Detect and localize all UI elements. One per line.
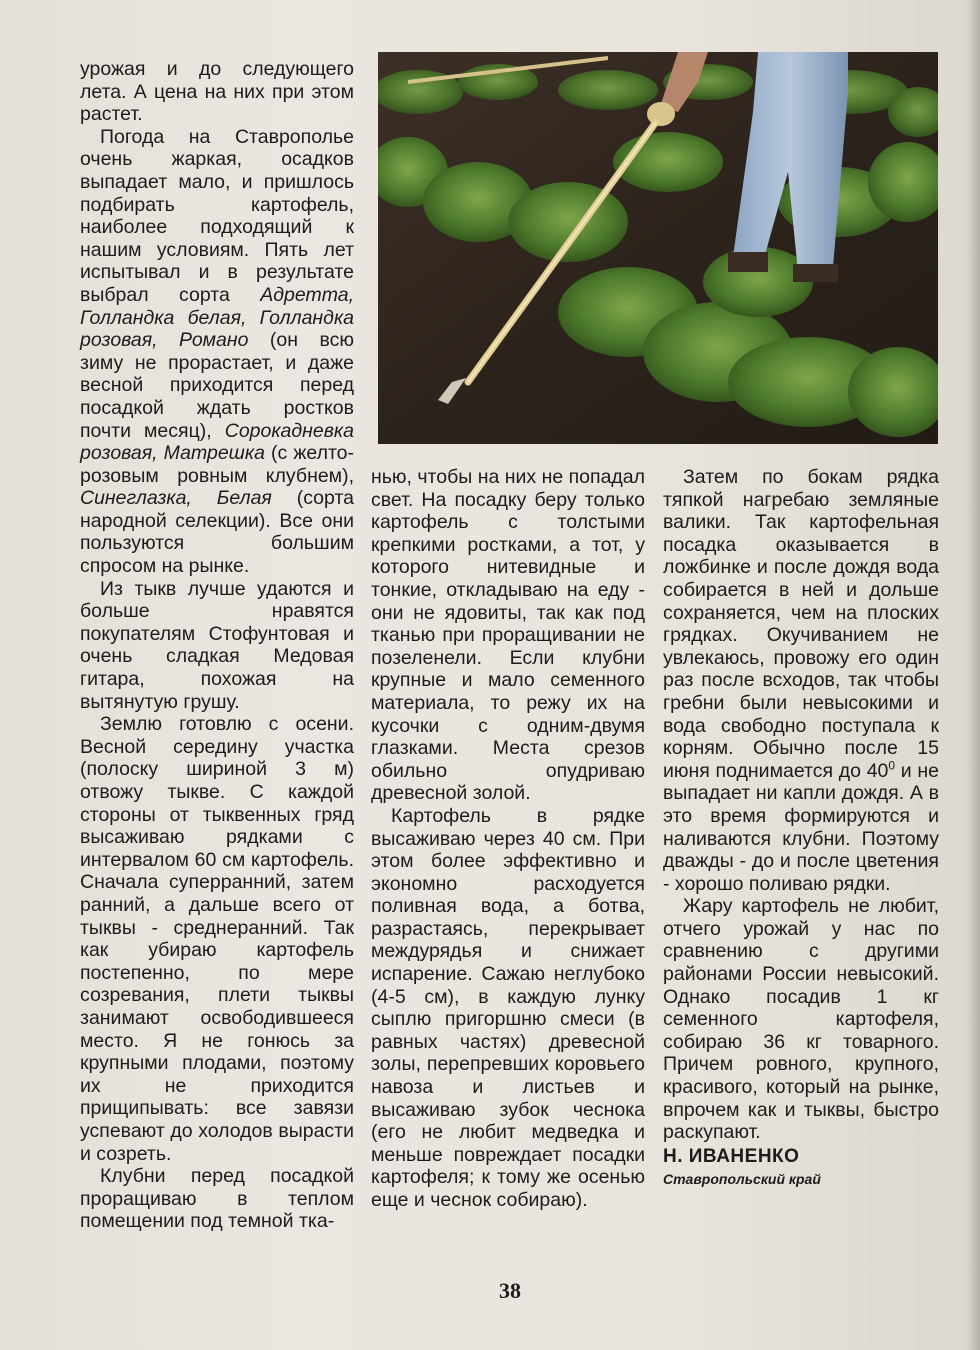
photo-illustration [378,52,938,444]
text-run: Затем по бокам рядка тяпкой нагребаю земляные валики. Так картофельная посадка оказывается в ложбинке и после дождя вода собирается в ней и дольше сохраняется, чем на плоских грядках. Окучиванием не увлекаюсь, провожу его один раз после всходов, так чтобы гребни были невысокими и вода свободно поступала к корням. Обычно после 15 июня поднимается до 40 [663,466,939,782]
photo-potato-field-hoeing [378,52,938,444]
italic-variety-name: Сорокадневка розовая, Матрешка [80,419,354,465]
paragraph: Из тыкв лучше удаются и больше нравятся покупателям Стофунтовая и очень сладкая Медовая гитара, похожая на вытянутую грушу. [80,577,354,713]
page-edge-shadow [966,0,980,1350]
author-name: Н. ИВАНЕНКО [663,1145,800,1167]
text-column-middle [371,466,645,1212]
text-run: (сорта народной селекции). Все они пользуются большим спросом на рынке. [80,487,354,578]
text-run: и не выпадает ни капли дождя. А в это время формируются и наливаются клубни. Поэтому дважды - до и после цветения - хорошо поливаю рядки. [663,759,940,895]
superscript: 0 [888,758,896,773]
text-run: Погода на Ставрополье очень жаркая, осадков выпадает мало, и пришлось подбирать картофель, наиболее подходящий к нашим условиям. Пять лет испытывал и в результате выбрал сорта [80,125,354,306]
italic-variety-name: Синеглазка, Белая [80,487,272,510]
text-run: (с желто-розовым ровным клубнем), [80,442,354,487]
paragraph: Жару картофель не любит, отчего урожай у нас по сравнению с другими районами России невысокий. Однако посадив 1 кг семенного картофеля, собираю 36 кг товарного. Причем ровного, крупного, красивого, который на рынке, впрочем как и тыквы, быстро раскупают. [663,895,939,1144]
text-column-left [80,58,354,1233]
text-run: (он всю зиму не прорастает, и даже весной приходится перед посадкой ждать ростков почти месяц), [80,329,354,442]
paragraph: Картофель в рядке высаживаю через 40 см. При этом более эффективно и экономно расходуется поливная вода, а ботва, разрастаясь, перекрывает междурядья и снижает испарение. Сажаю неглубоко (4-5 см), в каждую лунку сыплю пригоршню смеси (в равных частях) древесной золы, перепревших коровьего навоза и листьев и высаживаю зубок чеснока (его не любит медведка и меньше повреждает посадки картофеля; к тому же осенью еще и чеснок собираю). [371,804,645,1211]
author-region: Ставропольский край [663,1171,821,1188]
paragraph: урожая и до следующего лета. А цена на них при этом растет. [80,58,354,126]
paragraph [80,126,354,578]
paragraph: Клубни перед посадкой проращиваю в теплом помещении под темной тка- [80,1165,354,1233]
paragraph [663,466,939,895]
paragraph: нью, чтобы на них не попадал свет. На посадку беру только картофель с толстыми крепкими ростками, а тот, у которого нитевидные и тонкие, откладываю на еду - они не ядовиты, так как под тканью при проращивании не позеленели. Если клубни крупные и мало семенного материала, то режу их на кусочки с одним-двумя глазками. Места срезов обильно опудриваю древесной золой. [371,466,646,805]
paragraph: Землю готовлю с осени. Весной середину участка (полоску шириной 3 м) отвожу тыкве. С каждой стороны от тыквенных гряд высаживаю рядками с интервалом 60 см картофель. Сначала суперранний, затем ранний, а дальше всего от тыквы - среднеранний. Так как убираю картофель постепенно, по мере созревания, плети тыквы занимают освободившееся место. Я не гонюсь за крупными плодами, поэтому их не приходится прищипывать: все завязи успевают до холодов вырасти и созреть. [80,713,354,1165]
text-column-right [663,466,939,1191]
page-number: 38 [499,1278,521,1303]
italic-variety-name: Адретта, Голландка белая, Голландка розовая, Романо [80,283,354,352]
